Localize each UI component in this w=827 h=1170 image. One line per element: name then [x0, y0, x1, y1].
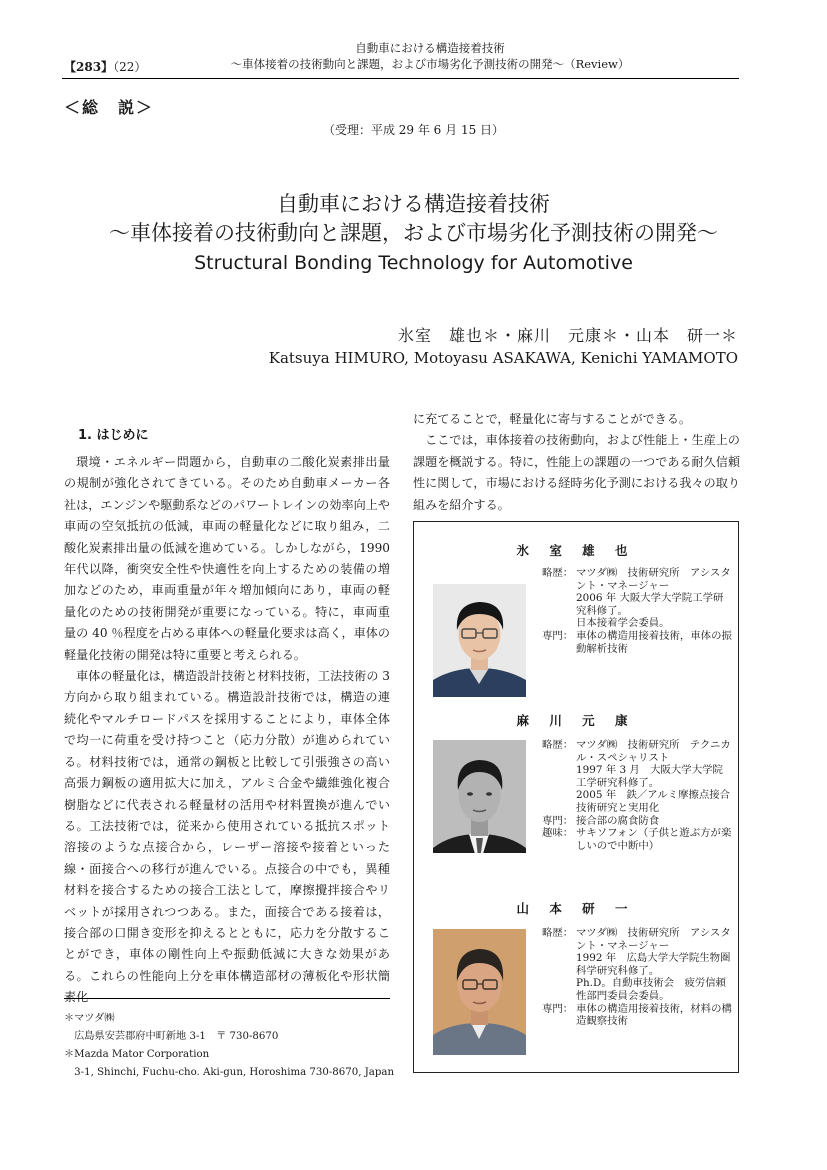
bio-name: 氷 室 雄 也 [516, 543, 636, 558]
footnote-rule [64, 998, 390, 999]
body-left-column [64, 452, 390, 1009]
author-photo [433, 740, 526, 853]
header-rule [62, 78, 739, 79]
bio-row [542, 789, 732, 814]
running-title [150, 40, 710, 72]
bio-row [542, 567, 732, 592]
title-ja-main: 自動車における構造接着技術 [277, 192, 550, 216]
bio-value: 接合部の腐食防食 [576, 814, 660, 827]
bio-value: 1997 年 3 月 大阪大学大学院工学研究科修了。 [576, 764, 723, 789]
bio-label: 専門： [542, 814, 574, 827]
bio-details [542, 927, 732, 1028]
bio-name: 麻 川 元 康 [516, 713, 636, 728]
author-photo [433, 929, 526, 1055]
bio-label [542, 789, 576, 814]
bio-details [542, 739, 732, 852]
bio-value: 車体の構造用接着技術，材料の構造観察技術 [576, 1002, 732, 1028]
bio-value: Ph.D。自動車技術会 疲労信頼性部門委員会委員。 [576, 977, 727, 1002]
bio-value: 2006 年 大阪大学大学院工学研究科修了。 [576, 592, 724, 617]
bio-label [542, 764, 576, 789]
body-right-column [413, 409, 740, 516]
page-number-main: 【283】 [64, 60, 114, 74]
received-date: （受理：平成 29 年 6 月 15 日） [322, 123, 505, 137]
bio-value: 日本接着学会委員。 [576, 617, 670, 630]
bio-label: 略歴： [542, 567, 574, 579]
bio-row [542, 952, 732, 977]
bio-row [542, 630, 732, 655]
footnote-line: 3-1, Shinchi, Fuchu-cho. Aki-gun, Horoshima 730-8670, Japan [64, 1067, 395, 1078]
bio-name: 山 本 研 一 [516, 901, 636, 916]
running-title-line2: ～車体接着の技術動向と課題，および市場劣化予測技術の開発～（Review） [230, 57, 630, 71]
bio-value: 1992 年 広島大学大学院生物圏科学研究科修了。 [576, 952, 731, 977]
bio-row [542, 927, 732, 952]
bio-label: 専門： [542, 629, 574, 642]
bio-row [542, 1003, 732, 1028]
footnote-line: 広島県安芸郡府中町新地 3-1 〒 730-8670 [64, 1031, 279, 1042]
bio-label [542, 592, 576, 617]
bio-label [542, 617, 576, 630]
bio-label: 略歴： [542, 927, 574, 939]
article-title [40, 190, 787, 278]
article-category: ＜総 説＞ [64, 98, 155, 117]
body-paragraph: ここでは，車体接着の技術動向，および性能上・生産上の課題を概説する。特に，性能上の課題の一つである耐久信頼性に関して，市場における経時劣化予測における我々の取り組みを紹介する。 [413, 433, 740, 512]
bio-details [542, 567, 732, 655]
bio-row [542, 827, 732, 852]
bio-value: 車体の構造用接着技術，車体の振動解析技術 [576, 629, 732, 655]
bio-row [542, 739, 732, 764]
title-en: Structural Bonding Technology for Automotive [194, 252, 633, 274]
section-heading: 1. はじめに [78, 428, 149, 443]
bio-label: 略歴： [542, 739, 574, 751]
footnotes [64, 1010, 404, 1082]
author-bio-box [413, 521, 739, 1073]
bio-row [542, 815, 732, 828]
author-photo-image [433, 929, 526, 1055]
bio-label: 趣味： [542, 827, 574, 840]
bio-row [542, 977, 732, 1002]
bio-value: マツダ㈱ 技術研究所 テクニカル・スペシャリスト [576, 739, 731, 764]
body-paragraph-continued: に充てることで，軽量化に寄与することができる。 [413, 412, 691, 426]
bio-value: サキソフォン（子供と遊ぶ方が楽しいので中断中） [576, 827, 732, 852]
footnote-line: ＊Mazda Mator Corporation [64, 1049, 210, 1060]
bio-label [542, 952, 576, 977]
bio-row [542, 592, 732, 617]
bio-label: 専門： [542, 1002, 574, 1015]
footnote-line: ＊マツダ㈱ [64, 1013, 115, 1024]
bio-row [542, 764, 732, 789]
author-photo-image [433, 584, 526, 697]
authors-en: Katsuya HIMURO, Motoyasu ASAKAWA, Kenichi YAMAMOTO [268, 349, 738, 367]
bio-row [542, 617, 732, 630]
bio-value: マツダ㈱ 技術研究所 アシスタント・マネージャー [576, 567, 731, 592]
title-ja-subtitle: ～車体接着の技術動向と課題，および市場劣化予測技術の開発～ [109, 221, 718, 245]
author-photo-image [433, 740, 526, 853]
bio-value: 2005 年 鉄／アルミ摩擦点接合技術研究と実用化 [576, 789, 731, 814]
bio-label [542, 977, 576, 1002]
body-paragraph: 環境・エネルギー問題から，自動車の二酸化炭素排出量の規制が強化されてきている。そのため自動車メーカー各社は，エンジンや駆動系などのパワートレインの効率向上や車両の空気抵抗の低減，車両の軽量化などに取り組み，二酸化炭素排出量の低減を進めている。しかしながら，1990 年代以降，衝突安全性や快適性を向上するための装備の増加などのため，車両重量が年々増加傾向にあり，車両の軽量化のための技術開発が重要になっている。特に，車両重量の 40 ％程度を占める車体への軽量化要求は高く，車体の軽量化技術の開発は特に重要と考えられる。 [64, 455, 390, 662]
running-title-line1: 自動車における構造接着技術 [355, 41, 505, 55]
authors-ja: 氷室 雄也＊・麻川 元康＊・山本 研一＊ [397, 326, 738, 345]
page-number-sub: （22） [113, 60, 147, 74]
body-paragraph: 車体の軽量化は，構造設計技術と材料技術，工法技術の 3 方向から取り組まれている。構造設計技術では，構造の連続化やマルチロードパスを採用することにより，車体全体で均一に荷重を受け持つこと（応力分散）が進められている。材料技術では，通常の鋼板と比較して引張強さの高い高張力鋼板の適用拡大に加え，アルミ合金や繊維強化複合樹脂などに代表される軽量材の活用や材料置換が進んでいる。工法技術では，従来から使用されている抵抗スポット溶接のような点接合から，レーザー溶接や接着といった線・面接合への移行が進んでいる。点接合の中でも，異種材料を接合するための接合工法として，摩擦攪拌接合やリベットが採用されつつある。また，面接合である接着は，接合部の口開き変形を抑えるとともに，応力を分散することができ，車体の剛性向上や振動低減に大きな効果がある。これらの性能向上分を車体構造部材の薄板化や形状簡 [64, 669, 390, 983]
author-photo [433, 584, 526, 697]
bio-value: マツダ㈱ 技術研究所 アシスタント・マネージャー [576, 927, 731, 952]
page-number [64, 58, 146, 75]
